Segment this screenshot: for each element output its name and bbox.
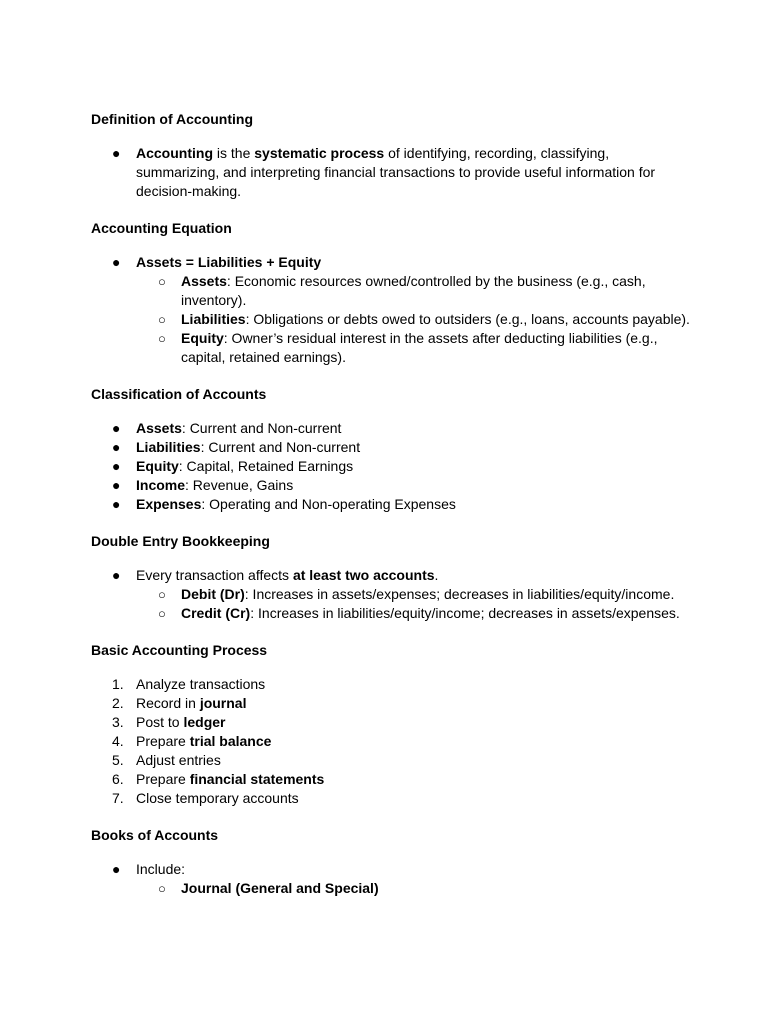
sub-list (136, 879, 691, 898)
list-item (91, 438, 691, 457)
bold-term: Credit (Cr) (181, 605, 251, 621)
section-heading: Definition of Accounting (91, 111, 254, 127)
item-text: : Economic resources owned/controlled by the business (e.g., cash, inventory). (181, 273, 646, 308)
bold-term: systematic process (254, 145, 385, 161)
numbered-list (91, 675, 691, 808)
step-item (91, 732, 691, 751)
item-text: : Current and Non-current (200, 439, 361, 455)
section-heading: Books of Accounts (91, 827, 219, 843)
document-content (91, 110, 691, 916)
list-item (91, 566, 691, 623)
item-text: : Obligations or debts owed to outsiders (e.g., loans, accounts payable). (245, 311, 690, 327)
item-text: : Capital, Retained Earnings (178, 458, 354, 474)
bullet-icon: ● (112, 254, 121, 270)
list-item (91, 253, 691, 367)
sub-list-item (136, 604, 691, 623)
list-item (91, 419, 691, 438)
list-item (91, 457, 691, 476)
item-text: : Revenue, Gains (185, 477, 294, 493)
section-heading: Basic Accounting Process (91, 642, 268, 658)
bullet-list (91, 253, 691, 367)
circle-bullet-icon: ○ (158, 331, 166, 346)
section-books (91, 826, 691, 898)
bullet-list (91, 144, 691, 201)
item-text: : Increases in liabilities/equity/income; decreases in assets/expenses. (250, 605, 680, 621)
bullet-icon: ● (112, 420, 121, 436)
section-heading: Accounting Equation (91, 220, 232, 236)
circle-bullet-icon: ○ (158, 881, 166, 896)
bold-term: Equity (136, 458, 179, 474)
bullet-icon: ● (112, 477, 121, 493)
bold-term: financial statements (189, 771, 325, 787)
step-item (91, 789, 691, 808)
step-number: 6. (112, 771, 124, 787)
sub-list-item (136, 879, 691, 898)
item-text: Record in (136, 695, 200, 711)
step-item (91, 694, 691, 713)
item-text: : Operating and Non-operating Expenses (201, 496, 456, 512)
bullet-icon: ● (112, 861, 121, 877)
bullet-icon: ● (112, 439, 121, 455)
sub-list-item (136, 585, 691, 604)
bold-term: Assets = Liabilities + Equity (136, 254, 322, 270)
section-heading: Double Entry Bookkeeping (91, 533, 270, 549)
item-text: of identifying, recording, classifying, summarizing, and interpreting financial transactions to provide useful information for decision-making. (136, 145, 656, 199)
sub-list-item (136, 329, 691, 367)
step-item (91, 751, 691, 770)
section-classification (91, 385, 691, 514)
item-text: . (434, 567, 439, 583)
bold-term: Assets (136, 420, 182, 436)
item-text: : Owner’s residual interest in the assets after deducting liabilities (e.g., capital, retained earnings). (181, 330, 658, 365)
section-double-entry (91, 532, 691, 623)
circle-bullet-icon: ○ (158, 312, 166, 327)
bold-term: Liabilities (181, 311, 246, 327)
section-definition (91, 110, 691, 201)
bullet-icon: ● (112, 567, 121, 583)
item-text: Close temporary accounts (136, 790, 299, 806)
item-text: : Increases in assets/expenses; decreases in liabilities/equity/income. (244, 586, 675, 602)
step-number: 5. (112, 752, 124, 768)
item-text: Analyze transactions (136, 676, 266, 692)
circle-bullet-icon: ○ (158, 587, 166, 602)
step-number: 7. (112, 790, 124, 806)
step-item (91, 713, 691, 732)
bold-term: Journal (General and Special) (181, 880, 379, 896)
bullet-list (91, 860, 691, 898)
section-process (91, 641, 691, 808)
step-number: 2. (112, 695, 124, 711)
bold-term: Equity (181, 330, 224, 346)
item-text: Every transaction affects (136, 567, 293, 583)
bold-term: at least two accounts (292, 567, 435, 583)
list-item (91, 495, 691, 514)
item-text: Include: (136, 861, 186, 877)
bold-term: journal (199, 695, 247, 711)
circle-bullet-icon: ○ (158, 274, 166, 289)
bold-term: Income (136, 477, 186, 493)
list-item (91, 860, 691, 898)
bullet-icon: ● (112, 496, 121, 512)
item-text: Post to (136, 714, 184, 730)
list-item (91, 476, 691, 495)
sub-list-item (136, 310, 691, 329)
step-item (91, 770, 691, 789)
sub-list (136, 585, 691, 623)
list-item (91, 144, 691, 201)
bold-term: Debit (Dr) (181, 586, 245, 602)
circle-bullet-icon: ○ (158, 606, 166, 621)
bold-term: trial balance (189, 733, 272, 749)
bullet-icon: ● (112, 458, 121, 474)
section-equation (91, 219, 691, 367)
bullet-list (91, 419, 691, 514)
bullet-list (91, 566, 691, 623)
step-number: 1. (112, 676, 124, 692)
sub-list-item (136, 272, 691, 310)
bullet-icon: ● (112, 145, 121, 161)
step-number: 3. (112, 714, 124, 730)
sub-list (136, 272, 691, 367)
bold-term: Accounting (136, 145, 213, 161)
bold-term: Liabilities (136, 439, 201, 455)
step-item (91, 675, 691, 694)
item-text: : Current and Non-current (181, 420, 342, 436)
item-text: is the (213, 145, 255, 161)
section-heading: Classification of Accounts (91, 386, 267, 402)
bold-term: Assets (181, 273, 227, 289)
bold-term: Expenses (136, 496, 202, 512)
item-text: Prepare (136, 733, 190, 749)
step-number: 4. (112, 733, 124, 749)
bold-term: ledger (183, 714, 226, 730)
item-text: Prepare (136, 771, 190, 787)
item-text: Adjust entries (136, 752, 221, 768)
